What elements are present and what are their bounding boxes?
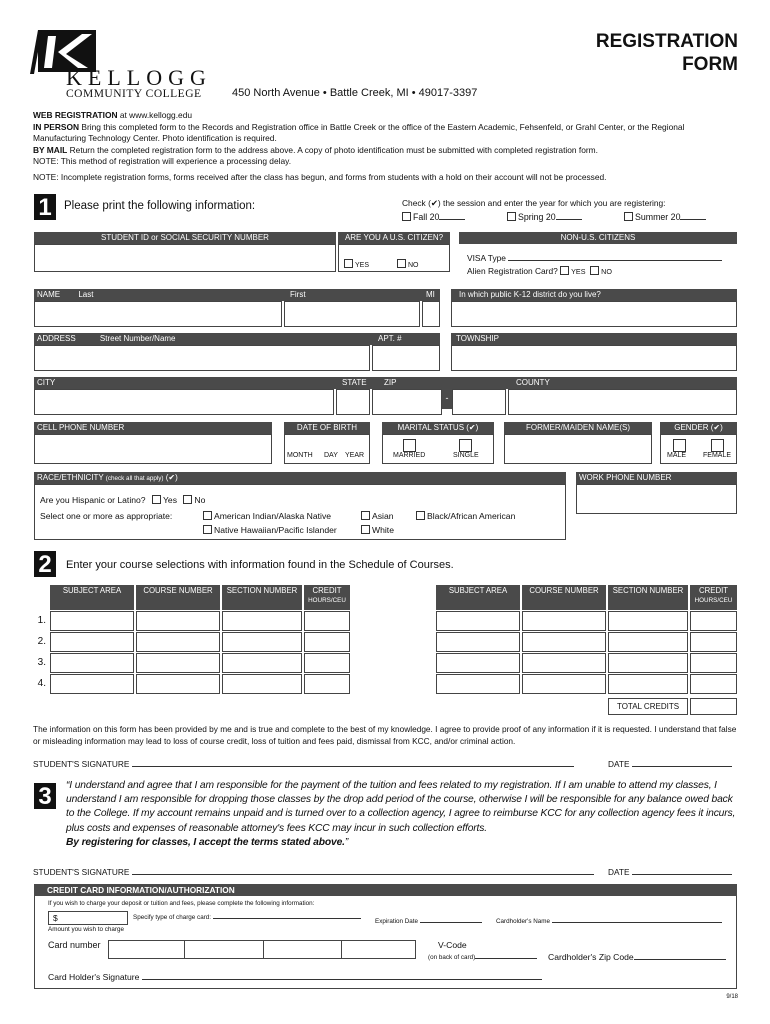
- section-2-number: 2: [34, 551, 56, 577]
- right-subject-cell[interactable]: [436, 653, 520, 673]
- college-logo: [30, 28, 230, 100]
- dob-field[interactable]: [284, 434, 370, 464]
- city-label: CITY: [37, 378, 56, 387]
- right-credit-cell[interactable]: [690, 674, 737, 694]
- right-credit-header: [690, 585, 737, 610]
- section-3-bold: By registering for classes, I accept the terms stated above.: [66, 836, 345, 848]
- cc-expiration[interactable]: [375, 918, 482, 926]
- mail-text: Return the completed registration form to the address above. A copy of photo identification must be submitted with completed registration form.: [67, 144, 598, 155]
- left-section-cell[interactable]: [222, 632, 302, 652]
- citizen-yes-label: YES: [355, 262, 370, 269]
- cert-date-label: DATE: [608, 759, 630, 769]
- right-section-header: SECTION NUMBER: [608, 585, 688, 610]
- left-course-cell[interactable]: [136, 611, 220, 631]
- cc-segment-divider: [341, 941, 342, 958]
- race-black-checkbox[interactable]: [416, 511, 425, 520]
- male-label: MALE: [667, 452, 687, 460]
- race-hawaiian-checkbox[interactable]: [203, 525, 212, 534]
- cc-amount-field[interactable]: [48, 911, 128, 925]
- name-label: NAME: [37, 290, 61, 299]
- hispanic-yes-checkbox[interactable]: [152, 495, 161, 504]
- former-name-field[interactable]: [504, 434, 652, 464]
- alien-label: Alien Registration Card?: [467, 266, 558, 276]
- apt-field[interactable]: [372, 345, 440, 371]
- section-2-heading: Enter your course selections with information found in the Schedule of Courses.: [66, 559, 454, 571]
- gender-header: GENDER (✔): [660, 422, 737, 434]
- cell-phone-header: CELL PHONE NUMBER: [34, 422, 272, 434]
- cc-segment-divider: [263, 941, 264, 958]
- female-checkbox[interactable]: [711, 439, 724, 452]
- right-credit-cell[interactable]: [690, 653, 737, 673]
- left-credit-cell[interactable]: [304, 632, 350, 652]
- instructions: [33, 110, 738, 183]
- dob-header: DATE OF BIRTH: [284, 422, 370, 434]
- s3-signature[interactable]: [33, 867, 594, 877]
- zip-dash: -: [442, 389, 452, 409]
- left-credit-cell[interactable]: [304, 674, 350, 694]
- cert-signature-label: STUDENT'S SIGNATURE: [33, 759, 130, 769]
- course-row-number: 2.: [37, 636, 46, 647]
- left-hours-label: HOURS/CEU: [308, 597, 346, 604]
- spring-checkbox[interactable]: [507, 212, 516, 221]
- student-id-header: STUDENT ID or SOCIAL SECURITY NUMBER: [34, 232, 336, 244]
- single-label: SINGLE: [453, 452, 479, 460]
- city-field[interactable]: [34, 389, 334, 415]
- right-subject-cell[interactable]: [436, 632, 520, 652]
- left-subject-cell[interactable]: [50, 611, 134, 631]
- cc-vcode-label: V-Code: [438, 940, 467, 950]
- left-section-cell[interactable]: [222, 611, 302, 631]
- cc-card-number-label: Card number: [48, 940, 101, 950]
- cert-date-line[interactable]: [632, 766, 732, 767]
- left-course-cell[interactable]: [136, 632, 220, 652]
- session-fall[interactable]: [402, 212, 465, 223]
- summer-checkbox[interactable]: [624, 212, 633, 221]
- female-label: FEMALE: [703, 452, 732, 460]
- section-1-heading: Please print the following information:: [64, 200, 256, 212]
- mail-label: BY MAIL: [33, 144, 68, 155]
- person-label: IN PERSON: [33, 121, 80, 132]
- right-credit-cell[interactable]: [690, 611, 737, 631]
- cc-expiration-line[interactable]: [420, 922, 482, 923]
- cc-vcode-line[interactable]: [475, 958, 537, 959]
- cc-specify-line[interactable]: [213, 918, 361, 919]
- left-subject-cell[interactable]: [50, 653, 134, 673]
- address-header: [34, 333, 440, 345]
- left-credit-cell[interactable]: [304, 611, 350, 631]
- cc-intro: If you wish to charge your deposit or tuition and fees, please complete the following information:: [48, 900, 315, 907]
- citizen-yes[interactable]: [344, 259, 369, 271]
- web-label: WEB REGISTRATION: [33, 110, 118, 120]
- street-label: Street Number/Name: [99, 334, 176, 343]
- student-id-field[interactable]: [34, 244, 336, 272]
- race-hawaiian-label: Native Hawaiian/Pacific Islander: [214, 525, 337, 535]
- county-field[interactable]: [508, 389, 737, 415]
- left-credit-label: CREDIT: [312, 586, 342, 595]
- race-native-label: American Indian/Alaska Native: [214, 511, 332, 521]
- citizen-yes-checkbox[interactable]: [344, 259, 353, 268]
- male-checkbox[interactable]: [673, 439, 686, 452]
- married-label: MARRIED: [393, 452, 426, 460]
- fall-checkbox[interactable]: [402, 212, 411, 221]
- page-title-line1: REGISTRATION: [595, 31, 738, 52]
- alien-yes-label: YES: [571, 267, 586, 276]
- right-course-cell[interactable]: [522, 632, 606, 652]
- total-credits-field[interactable]: [690, 698, 737, 715]
- citizen-no-checkbox[interactable]: [397, 259, 406, 268]
- session-summer[interactable]: [624, 212, 706, 223]
- race-check: (✔): [165, 473, 178, 482]
- right-credit-label: CREDIT: [698, 586, 729, 595]
- right-course-cell[interactable]: [522, 674, 606, 694]
- marital-header: MARITAL STATUS (✔): [382, 422, 494, 434]
- cc-signature[interactable]: [48, 972, 542, 983]
- hispanic-yes-label: Yes: [162, 495, 177, 505]
- race-native-checkbox[interactable]: [203, 511, 212, 520]
- race-option-native[interactable]: [203, 511, 331, 522]
- single-checkbox[interactable]: [459, 439, 472, 452]
- race-asian-label: Asian: [372, 511, 394, 521]
- race-select-label: Select one or more as appropriate:: [40, 511, 173, 521]
- cc-holder-name-label: Cardholder's Name: [496, 918, 551, 925]
- credit-card-header: CREDIT CARD INFORMATION/AUTHORIZATION: [34, 884, 737, 896]
- right-credit-cell[interactable]: [690, 632, 737, 652]
- mi-field[interactable]: [422, 301, 440, 327]
- race-white-checkbox[interactable]: [361, 525, 370, 534]
- college-address: 450 North Avenue • Battle Creek, MI • 49017-3397: [232, 87, 478, 99]
- last-label: Last: [78, 290, 94, 299]
- section-1-number: 1: [34, 194, 56, 220]
- left-section-header: SECTION NUMBER: [222, 585, 302, 610]
- right-subject-cell[interactable]: [436, 611, 520, 631]
- fall-year-line[interactable]: [439, 219, 465, 220]
- cc-holder-name[interactable]: [496, 918, 722, 926]
- person-text: Bring this completed form to the Records and Registration office in Battle Creek or the office of the Eastern Academic, Fehsenfeld, or Grahl Center, or the Regional Manufacturing Technology Center. Photo identification is required.: [33, 121, 685, 143]
- cc-segment-divider: [184, 941, 185, 958]
- session-prompt: Check (✔) the session and enter the year for which you are registering:: [402, 198, 666, 208]
- cc-holder-name-line[interactable]: [552, 922, 722, 923]
- alien-card: [467, 266, 612, 277]
- married-checkbox[interactable]: [403, 439, 416, 452]
- city-header: [34, 377, 737, 389]
- state-label: STATE: [342, 378, 367, 387]
- race-label: RACE/ETHNICITY: [37, 473, 104, 482]
- page-title-line2: FORM: [682, 54, 738, 75]
- right-section-cell[interactable]: [608, 611, 688, 631]
- cc-zip-label: Cardholder's Zip Code: [548, 952, 634, 962]
- session-spring[interactable]: [507, 212, 582, 223]
- township-field[interactable]: [451, 345, 737, 371]
- citizen-no[interactable]: [397, 259, 419, 271]
- left-subject-cell[interactable]: [50, 674, 134, 694]
- spring-label: Spring 20: [518, 212, 556, 222]
- mi-label: MI: [426, 290, 435, 299]
- by-mail: [33, 145, 738, 157]
- s3-date-line[interactable]: [632, 874, 732, 875]
- right-section-cell[interactable]: [608, 632, 688, 652]
- township-header: TOWNSHIP: [451, 333, 737, 345]
- race-option-hawaiian[interactable]: [203, 525, 337, 536]
- hispanic-no-checkbox[interactable]: [183, 495, 192, 504]
- race-asian-checkbox[interactable]: [361, 511, 370, 520]
- cc-dollar: $: [53, 913, 58, 923]
- zip-field[interactable]: [372, 389, 442, 415]
- hispanic-no-label: No: [194, 495, 206, 505]
- right-section-cell[interactable]: [608, 653, 688, 673]
- s3-signature-label: STUDENT'S SIGNATURE: [33, 867, 130, 877]
- race-white-label: White: [372, 525, 394, 535]
- marital-field: [382, 434, 494, 464]
- left-credit-header: [304, 585, 350, 610]
- month-label: MONTH: [287, 452, 313, 460]
- left-subject-cell[interactable]: [50, 632, 134, 652]
- cc-amount-label: Amount you wish to charge: [48, 926, 124, 933]
- district-field[interactable]: [451, 301, 737, 327]
- apt-label: APT. #: [378, 334, 402, 343]
- certification-text: The information on this form has been provided by me and is true and complete to the best of my knowledge. I agree to provide proof of any information if it is requested. I understand that false or misleading information may lead to loss of course credit, loss of tuition and fees paid, dismissal from KCC, and/or criminal action.: [33, 724, 737, 746]
- citizen-header: ARE YOU A U.S. CITIZEN?: [338, 232, 450, 244]
- non-us-header: NON-U.S. CITIZENS: [459, 232, 737, 244]
- address-label: ADDRESS: [37, 334, 76, 343]
- right-course-cell[interactable]: [522, 611, 606, 631]
- left-section-cell[interactable]: [222, 653, 302, 673]
- race-option-white[interactable]: [361, 525, 394, 536]
- first-name-field[interactable]: [284, 301, 420, 327]
- alien-no-checkbox[interactable]: [590, 266, 599, 275]
- race-note: (check all that apply): [105, 475, 164, 482]
- course-row-number: 4.: [37, 678, 46, 689]
- race-header: [34, 472, 566, 484]
- section-3-body: “I understand and agree that I am responsible for the payment of the tuition and fees related to my registration. If I am unable to attend my classes, I understand I am responsible for dropping those classes by the drop add period of the course, otherwise I will be responsible for any balance owed back to the College. If my account remains unpaid and is turned over to a collection agency, I agree to reimburse KCC for any collection agency fees it incurs, plus costs and expenses of reasonable attorney's fees KCC may incur in such collection efforts.: [66, 780, 736, 834]
- s3-date[interactable]: [608, 867, 732, 877]
- left-credit-cell[interactable]: [304, 653, 350, 673]
- right-hours-label: HOURS/CEU: [694, 597, 733, 604]
- right-section-cell[interactable]: [608, 674, 688, 694]
- right-subject-header: SUBJECT AREA: [436, 585, 520, 610]
- spring-year-line[interactable]: [556, 219, 582, 220]
- street-field[interactable]: [34, 345, 370, 371]
- citizen-no-label: NO: [408, 262, 419, 269]
- citizen-options: [338, 244, 450, 272]
- college-subtitle: COMMUNITY COLLEGE: [66, 88, 202, 100]
- left-section-cell[interactable]: [222, 674, 302, 694]
- section-3-close: ”: [344, 836, 349, 848]
- state-field[interactable]: [336, 389, 370, 415]
- race-black-label: Black/African American: [427, 511, 516, 521]
- cc-expiration-label: Expiration Date: [375, 918, 419, 925]
- cc-specify-label: Specify type of charge card:: [133, 914, 212, 921]
- left-subject-header: SUBJECT AREA: [50, 585, 134, 610]
- year-label: YEAR: [345, 452, 365, 460]
- section-3-number: 3: [34, 783, 56, 809]
- s3-signature-line[interactable]: [132, 874, 594, 875]
- left-course-cell[interactable]: [136, 653, 220, 673]
- section-3-text: [66, 779, 740, 850]
- cc-vcode-note: (on back of card): [428, 953, 476, 961]
- summer-year-line[interactable]: [680, 219, 706, 220]
- work-phone-field[interactable]: [576, 484, 737, 514]
- cert-signature[interactable]: [33, 759, 574, 769]
- cc-signature-line[interactable]: [142, 979, 542, 980]
- county-label: COUNTY: [516, 378, 550, 387]
- alien-no-label: NO: [601, 267, 612, 276]
- day-label: DAY: [324, 452, 338, 460]
- cc-zip-line[interactable]: [634, 959, 726, 960]
- incomplete-note: NOTE: Incomplete registration forms, forms received after the class has begun, and forms from students with a hold on their account will not be processed.: [33, 171, 607, 182]
- race-option-asian[interactable]: [361, 511, 394, 522]
- visa-type[interactable]: [467, 253, 722, 264]
- cert-date[interactable]: [608, 759, 732, 769]
- cell-phone-field[interactable]: [34, 434, 272, 464]
- first-label: First: [290, 290, 306, 299]
- visa-line[interactable]: [508, 260, 722, 261]
- course-row-number: 1.: [37, 615, 46, 626]
- work-phone-header: WORK PHONE NUMBER: [576, 472, 737, 484]
- fall-label: Fall 20: [413, 212, 440, 222]
- college-name: KELLOGG: [66, 65, 212, 90]
- district-header: In which public K-12 district do you live?: [451, 289, 737, 301]
- zip-ext-field[interactable]: [452, 389, 506, 415]
- alien-yes-checkbox[interactable]: [560, 266, 569, 275]
- cc-specify[interactable]: [133, 914, 361, 922]
- former-name-header: FORMER/MAIDEN NAME(S): [504, 422, 652, 434]
- web-registration: [33, 110, 738, 122]
- mail-note: NOTE: This method of registration will experience a processing delay.: [33, 156, 292, 166]
- web-text: at www.kellogg.edu: [117, 110, 193, 120]
- total-credits: TOTAL CREDITS: [608, 698, 688, 715]
- left-course-header: COURSE NUMBER: [136, 585, 220, 610]
- left-course-cell[interactable]: [136, 674, 220, 694]
- in-person: [33, 122, 738, 145]
- hispanic-question: [40, 495, 205, 506]
- s3-date-label: DATE: [608, 867, 630, 877]
- cc-signature-label: Card Holder's Signature: [48, 972, 140, 982]
- last-name-field[interactable]: [34, 301, 282, 327]
- visa-label: VISA Type: [467, 253, 506, 263]
- form-version: 9/18: [726, 994, 738, 1000]
- name-header: [34, 289, 440, 301]
- gender-field: [660, 434, 737, 464]
- cert-signature-line[interactable]: [132, 766, 574, 767]
- summer-label: Summer 20: [635, 212, 681, 222]
- right-course-header: COURSE NUMBER: [522, 585, 606, 610]
- zip-label: ZIP: [384, 378, 397, 387]
- race-option-black[interactable]: [416, 511, 515, 522]
- page-title: [596, 30, 738, 76]
- cc-zip[interactable]: [548, 952, 726, 963]
- right-course-cell[interactable]: [522, 653, 606, 673]
- right-subject-cell[interactable]: [436, 674, 520, 694]
- course-row-number: 3.: [37, 657, 46, 668]
- cc-vcode[interactable]: [428, 940, 537, 962]
- hispanic-label: Are you Hispanic or Latino?: [40, 495, 146, 505]
- cc-card-number-field[interactable]: [108, 940, 416, 959]
